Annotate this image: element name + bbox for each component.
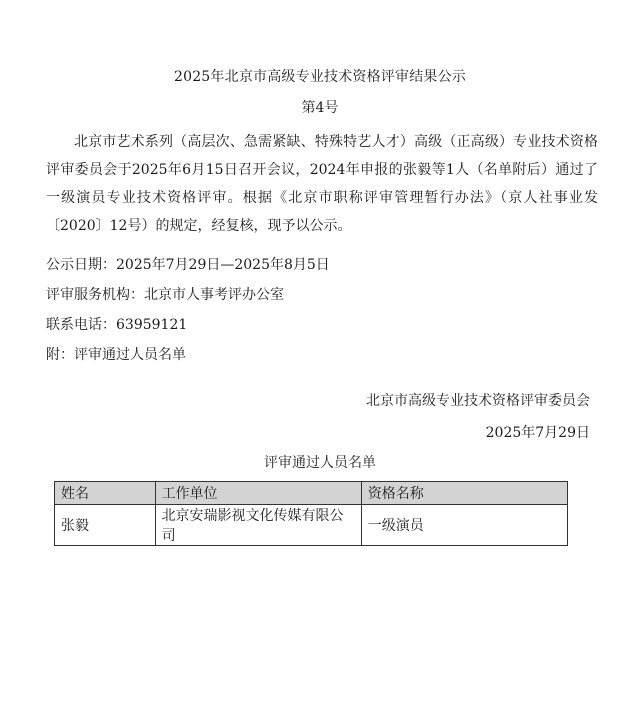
- signature-date: 2025年7月29日: [485, 425, 590, 441]
- approved-list-table: [54, 481, 568, 546]
- column-header-employer: 工作单位: [155, 482, 361, 505]
- cell-employer: 北京安瑞影视文化传媒有限公司: [155, 505, 361, 546]
- publicity-period: 公示日期：2025年7月29日—2025年8月5日: [46, 257, 330, 273]
- notice-body: 北京市艺术系列（高层次、急需紧缺、特殊特艺人才）高级（正高级）专业技术资格评审委员会于2025年6月15日召开会议，2024年申报的张毅等1人（名单附后）通过了一级演员专业技术资格评审。根据《北京市职称评审管理暂行办法》（京人社事业发〔2020〕12号）的规定，经复核，现予以公示。: [46, 134, 598, 234]
- column-header-qualification: 资格名称: [361, 482, 567, 505]
- signature-org: 北京市高级专业技术资格评审委员会: [366, 393, 590, 409]
- contact-phone: 联系电话：63959121: [46, 317, 188, 333]
- list-title: 评审通过人员名单: [264, 455, 376, 471]
- table-row: [55, 505, 568, 546]
- cell-name: 张毅: [55, 505, 156, 546]
- cell-qualification: 一级演员: [361, 505, 567, 546]
- notice-title: 2025年北京市高级专业技术资格评审结果公示: [173, 69, 467, 85]
- notice-number: 第4号: [301, 100, 339, 116]
- column-header-name: 姓名: [55, 482, 156, 505]
- review-agency: 评审服务机构：北京市人事考评办公室: [46, 287, 284, 303]
- table-header-row: [55, 482, 568, 505]
- attachment-note: 附：评审通过人员名单: [46, 347, 186, 363]
